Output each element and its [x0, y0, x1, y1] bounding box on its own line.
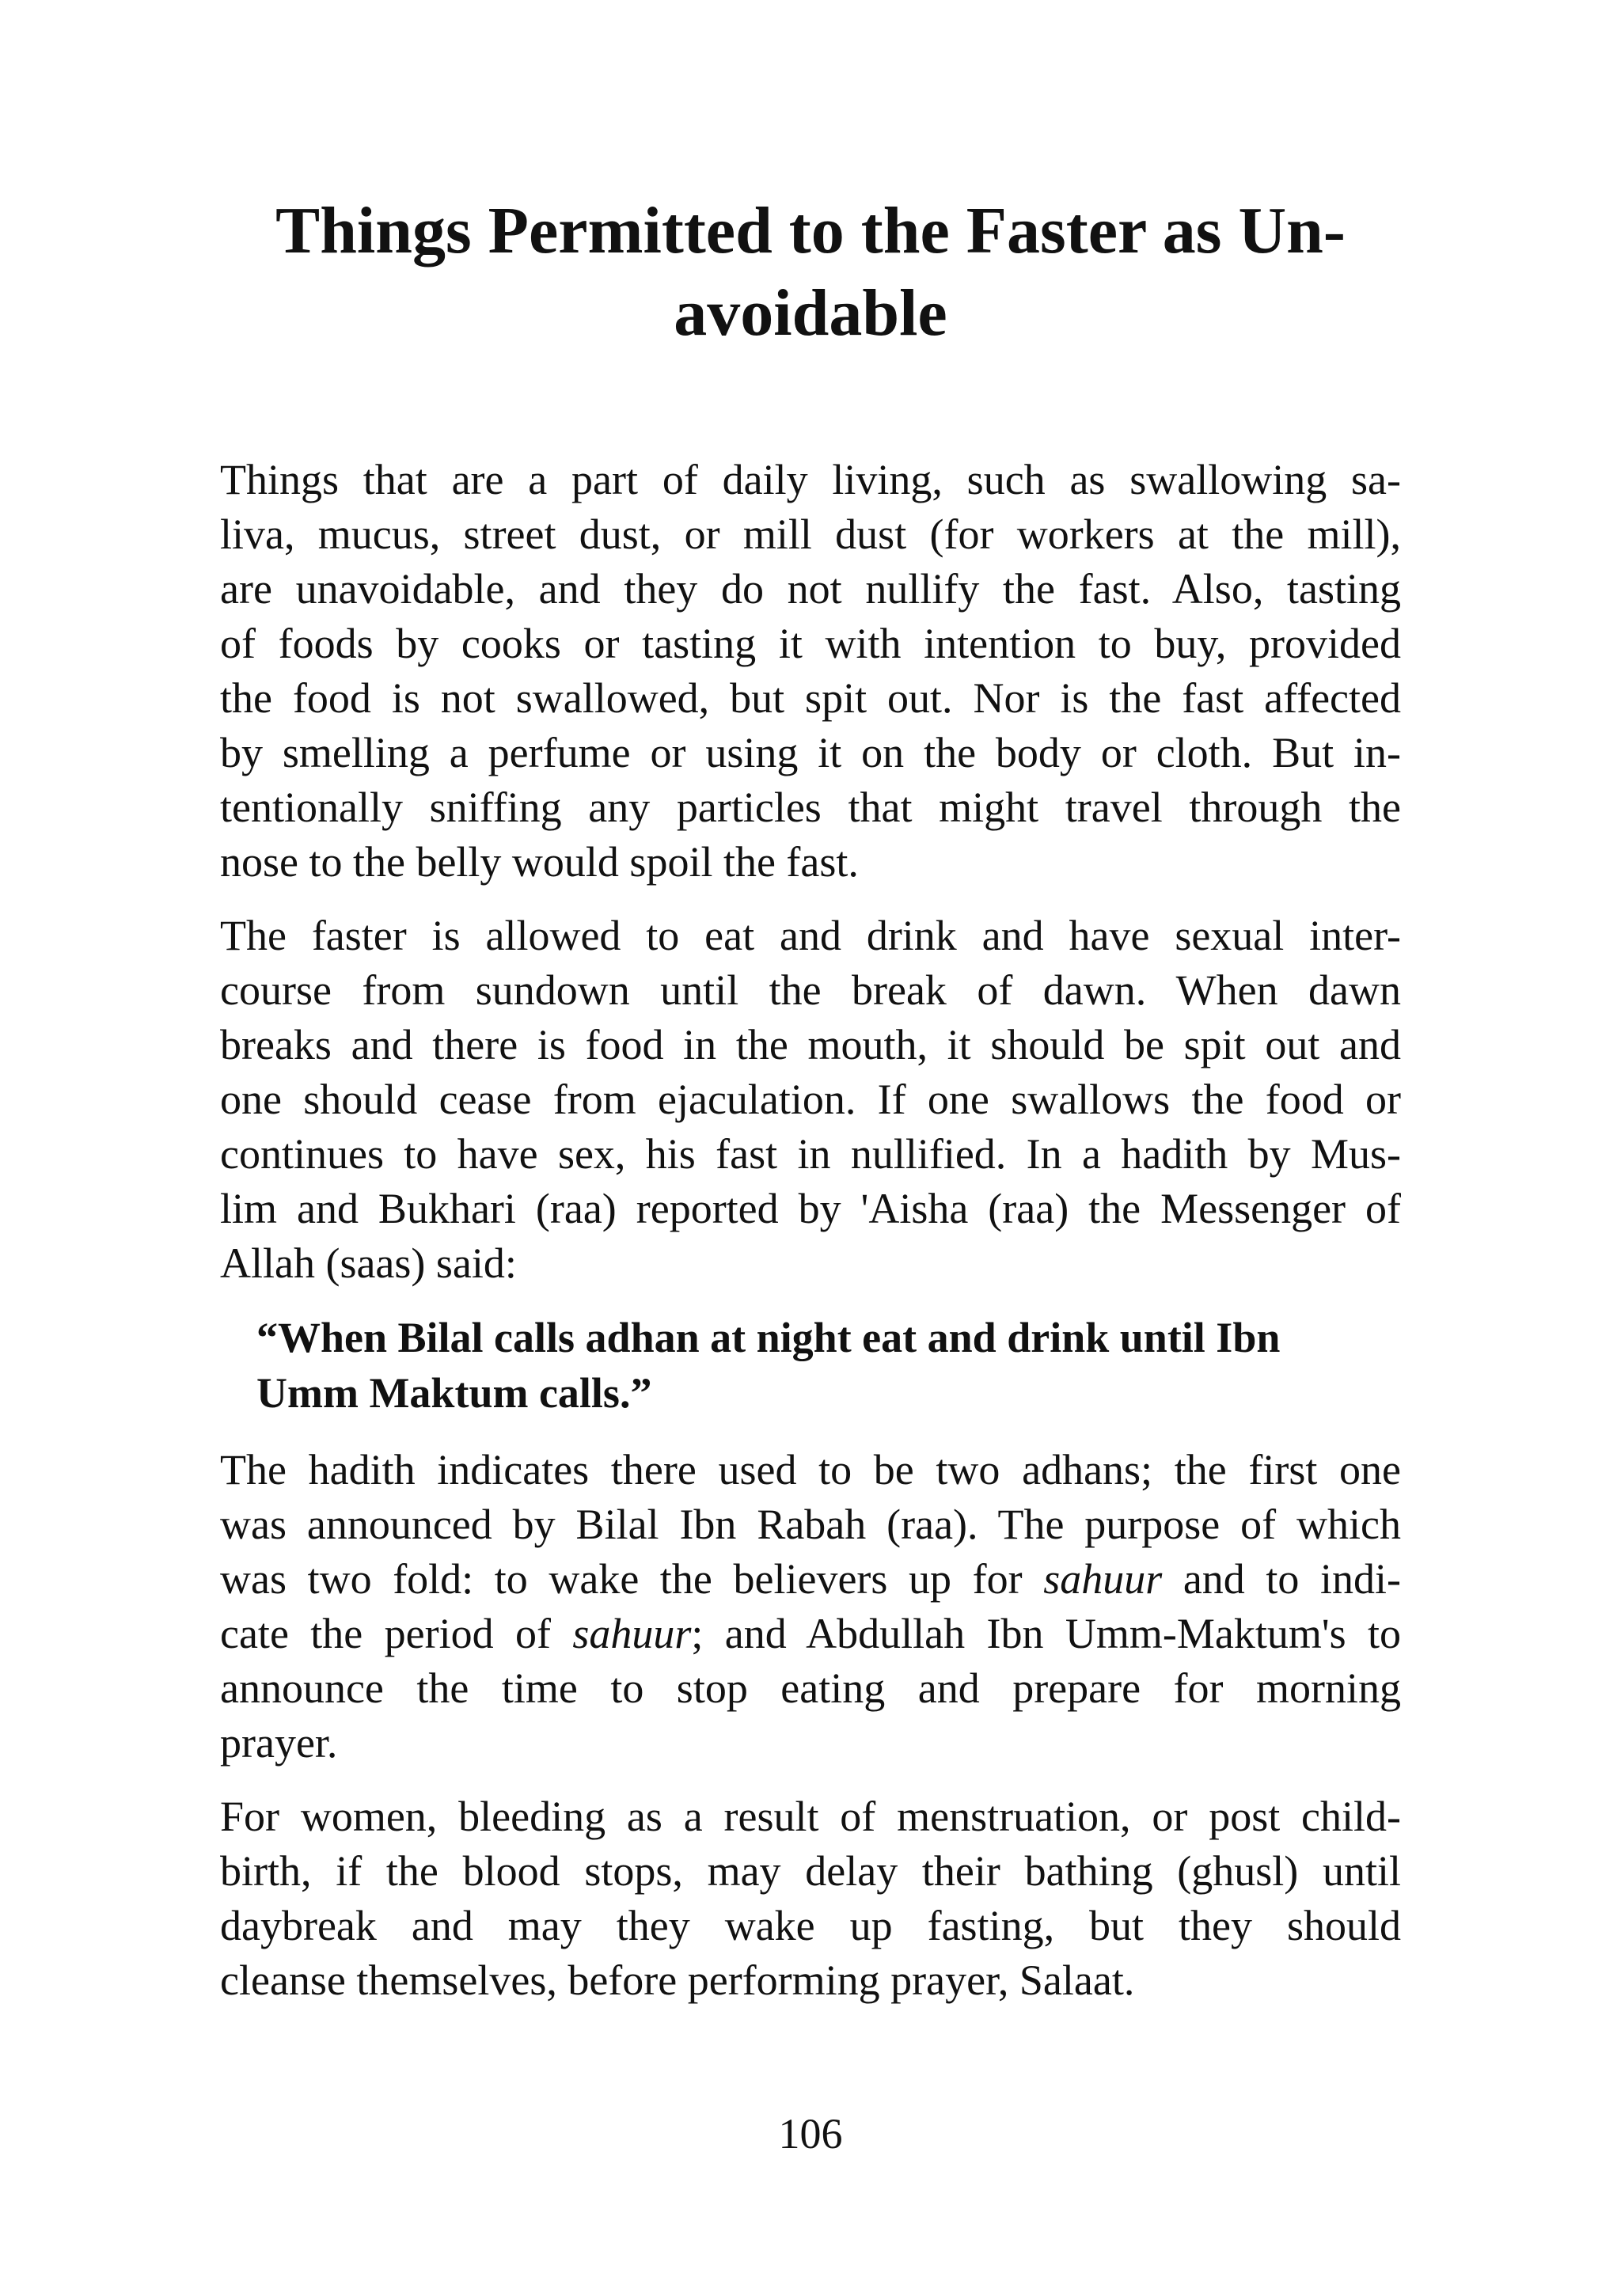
text-line: announce the time to stop eating and prepare for morning — [220, 1664, 1401, 1712]
text-line: tentionally sniffing any particles that might travel through the — [220, 784, 1401, 831]
text-line: of foods by cooks or tasting it with intention to buy, provided — [220, 620, 1401, 667]
text-line: birth, if the blood stops, may delay their bathing (ghusl) until — [220, 1847, 1401, 1895]
text-segment: cate the period of — [220, 1610, 573, 1657]
text-line: nose to the belly would spoil the fast. — [220, 838, 859, 886]
text-segment: and to indi- — [1162, 1555, 1401, 1603]
chapter-title-line: avoidable — [674, 276, 947, 350]
text-line: Things that are a part of daily living, such as swallowing sa- — [220, 456, 1401, 503]
text-line: The hadith indicates there used to be two adhans; the first one — [220, 1446, 1401, 1493]
text-line: Allah (saas) said: — [220, 1239, 517, 1287]
body-text — [220, 453, 1401, 2027]
paragraph-two-adhans — [220, 1443, 1401, 1770]
quote-line: Umm Maktum calls.” — [256, 1369, 652, 1417]
text-line: the food is not swallowed, but spit out. Nor is the fast affected — [220, 674, 1401, 722]
italic-term-sahuur: sahuur — [1043, 1555, 1163, 1603]
text-line: one should cease from ejaculation. If one swallows the food or — [220, 1076, 1401, 1123]
text-line — [220, 1552, 1401, 1607]
text-line: lim and Bukhari (raa) reported by 'Aisha (raa) the Messenger of — [220, 1185, 1401, 1232]
hadith-quote — [256, 1310, 1401, 1421]
paragraph-unavoidable-things — [220, 453, 1401, 890]
text-line: The faster is allowed to eat and drink and have sexual inter- — [220, 912, 1401, 959]
text-line: cleanse themselves, before performing prayer, Salaat. — [220, 1956, 1135, 2004]
text-line: continues to have sex, his fast in nullified. In a hadith by Mus- — [220, 1130, 1401, 1178]
quote-line: “When Bilal calls adhan at night eat and drink until Ibn — [256, 1314, 1281, 1361]
text-line: course from sundown until the break of dawn. When dawn — [220, 966, 1401, 1014]
paragraph-eating-until-dawn — [220, 909, 1401, 1291]
text-line: liva, mucus, street dust, or mill dust (for workers at the mill), — [220, 510, 1401, 558]
text-line: was announced by Bilal Ibn Rabah (raa). The purpose of which — [220, 1501, 1401, 1548]
chapter-title-line: Things Permitted to the Faster as Un- — [275, 194, 1346, 268]
text-line: breaks and there is food in the mouth, it should be spit out and — [220, 1021, 1401, 1068]
text-line: daybreak and may they wake up fasting, but they should — [220, 1902, 1401, 1949]
text-line: are unavoidable, and they do not nullify the fast. Also, tasting — [220, 565, 1401, 613]
page-number: 106 — [778, 2110, 843, 2157]
text-segment: ; and Abdullah Ibn Umm-Maktum's to — [691, 1610, 1402, 1657]
text-line: For women, bleeding as a result of menstruation, or post child- — [220, 1793, 1401, 1840]
text-line — [220, 1607, 1401, 1661]
text-line: by smelling a perfume or using it on the body or cloth. But in- — [220, 729, 1401, 776]
chapter-title — [198, 190, 1423, 355]
text-line: prayer. — [220, 1719, 338, 1767]
italic-term-sahuur: sahuur — [572, 1610, 692, 1657]
paragraph-women-bathing — [220, 1789, 1401, 2008]
text-segment: was two fold: to wake the believers up for — [220, 1555, 1044, 1603]
